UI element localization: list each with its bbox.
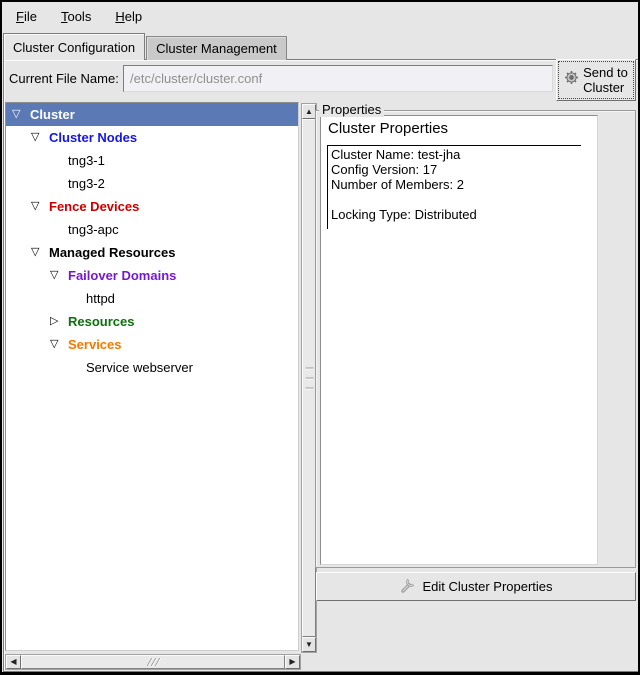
menu-tools[interactable]: Tools xyxy=(60,8,92,24)
tree-item-label: tng3-apc xyxy=(68,222,119,237)
scroll-up-button[interactable] xyxy=(302,104,316,119)
vertical-scroll-thumb[interactable] xyxy=(302,119,316,637)
tree-item-label: httpd xyxy=(86,291,115,306)
tree-item-services[interactable] xyxy=(6,333,298,356)
scroll-down-button[interactable] xyxy=(302,637,316,652)
menu-file[interactable]: File xyxy=(16,8,37,24)
menu-help[interactable]: Help xyxy=(115,8,143,24)
properties-text-block xyxy=(327,145,581,229)
left-arrow-icon: ◀ xyxy=(10,657,17,666)
tree-item-cluster[interactable] xyxy=(6,103,298,126)
tree-item-label: Resources xyxy=(68,314,135,329)
tree-item-cluster-nodes[interactable] xyxy=(6,126,298,149)
cluster-tree xyxy=(5,102,299,651)
up-arrow-icon: ▲ xyxy=(305,106,313,116)
tree-item-label: Fence Devices xyxy=(49,199,140,214)
tree-item-fence-devices[interactable] xyxy=(6,195,298,218)
expander-open-icon[interactable]: ▽ xyxy=(31,131,40,143)
down-arrow-icon: ▼ xyxy=(305,639,313,649)
scroll-right-button[interactable] xyxy=(285,655,300,669)
expander-open-icon[interactable]: ▽ xyxy=(12,108,21,120)
properties-line: Number of Members: 2 xyxy=(331,177,464,192)
tree-item-label: Cluster Nodes xyxy=(49,130,138,145)
send-to-cluster-button[interactable] xyxy=(556,59,636,101)
tree-item-tng3-apc[interactable] xyxy=(6,218,298,241)
gear-icon xyxy=(564,70,579,90)
wrench-icon xyxy=(399,577,416,597)
tree-item-resources[interactable] xyxy=(6,310,298,333)
properties-frame-label: Properties xyxy=(319,102,384,117)
properties-line: Config Version: 17 xyxy=(331,162,438,177)
tree-horizontal-scrollbar[interactable] xyxy=(5,654,301,670)
properties-line: Cluster Name: test-jha xyxy=(331,147,461,162)
tree-item-label: Services xyxy=(68,337,122,352)
tree-item-label: Service webserver xyxy=(86,360,193,375)
tab-cluster-management[interactable]: Cluster Management xyxy=(146,36,287,60)
tree-item-label: Failover Domains xyxy=(68,268,177,283)
properties-line: Locking Type: Distributed xyxy=(331,207,477,222)
tab-bar xyxy=(3,33,287,60)
tree-item-service-webserver[interactable] xyxy=(6,356,298,379)
tree-item-httpd[interactable] xyxy=(6,287,298,310)
send-to-cluster-label: Send to Cluster xyxy=(583,65,628,95)
tree-item-tng3-2[interactable] xyxy=(6,172,298,195)
thumb-grip xyxy=(305,388,314,389)
tree-item-failover-domains[interactable] xyxy=(6,264,298,287)
tree-item-label: Managed Resources xyxy=(49,245,176,260)
thumb-grip xyxy=(305,378,314,379)
horizontal-scroll-thumb[interactable] xyxy=(21,655,285,669)
thumb-grip xyxy=(305,368,314,369)
properties-title: Cluster Properties xyxy=(328,120,449,137)
expander-closed-icon[interactable]: ▷ xyxy=(50,315,59,327)
scroll-left-button[interactable] xyxy=(6,655,21,669)
current-file-name-field[interactable]: /etc/cluster/cluster.conf xyxy=(123,65,553,92)
expander-open-icon[interactable]: ▽ xyxy=(31,246,40,258)
right-arrow-icon: ▶ xyxy=(289,657,296,666)
tree-item-label: tng3-2 xyxy=(68,176,105,191)
tree-item-label: Cluster xyxy=(30,107,75,122)
expander-open-icon[interactable]: ▽ xyxy=(50,269,59,281)
edit-cluster-properties-label: Edit Cluster Properties xyxy=(422,579,553,594)
properties-view xyxy=(320,115,598,565)
expander-open-icon[interactable]: ▽ xyxy=(31,200,40,212)
edit-cluster-properties-button[interactable] xyxy=(316,572,636,601)
tree-item-managed-resources[interactable] xyxy=(6,241,298,264)
properties-line xyxy=(331,192,581,207)
current-file-name-label: Current File Name: xyxy=(9,71,119,86)
expander-open-icon[interactable]: ▽ xyxy=(50,338,59,350)
menu-bar xyxy=(2,2,638,30)
tree-item-label: tng3-1 xyxy=(68,153,105,168)
tab-cluster-configuration[interactable]: Cluster Configuration xyxy=(3,33,145,60)
tree-item-tng3-1[interactable] xyxy=(6,149,298,172)
